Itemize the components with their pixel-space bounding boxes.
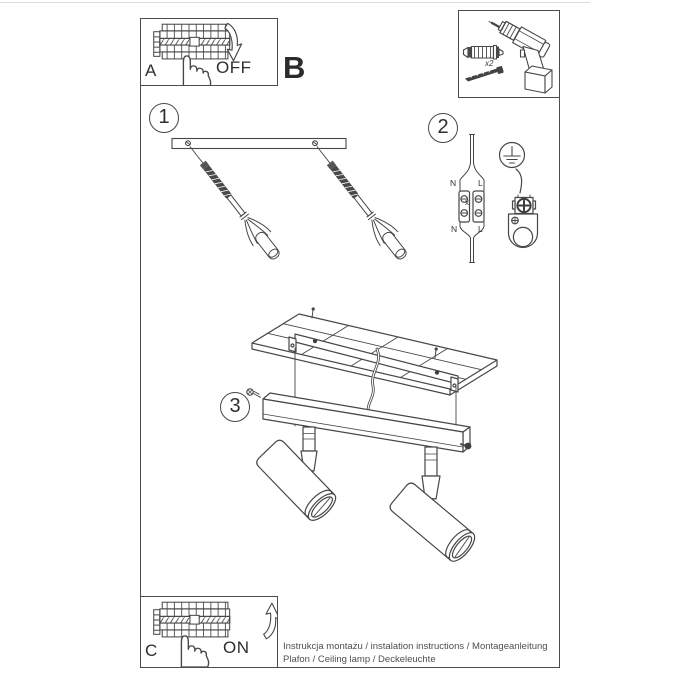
spotlight-left [255,427,340,525]
instructions-title: Instrukcja montażu / instalation instructions / Montageanleitung [283,641,548,652]
product-title: Plafon / Ceiling lamp / Deckeleuchte [283,653,436,665]
ceiling-panel [252,307,497,395]
power-off-label: OFF [216,58,252,77]
curved-arrow-up-icon [260,600,278,641]
anchor-quantity-label: x2 [485,59,494,68]
canopy-screw-left [247,389,261,398]
wall-plug-icon [464,46,504,60]
panel-c-box [140,596,278,668]
lamp-assembly-diagram [240,300,530,600]
screw-icon [465,66,504,82]
ground-clamp-icon [509,195,538,248]
earth-wire [516,169,522,193]
tools-box [458,10,560,98]
step-3-badge: 3 [220,392,250,422]
spotlight-right [388,447,479,565]
anchor-assembly-right [308,139,412,264]
tools-illustration [459,11,560,98]
panel-a-label: A [145,61,157,80]
wiring-diagram [440,128,565,268]
pointing-hand-icon [173,623,215,667]
step-2-badge: 2 [428,113,458,143]
wire-label-n-top: N [450,178,457,188]
wire-label-l-bottom: L [478,224,483,234]
power-on-label: ON [223,638,250,657]
pointing-hand-icon [175,43,217,86]
wire-label-n-bottom: N [451,224,458,234]
curved-arrow-down-icon [221,22,244,63]
terminal-block-icon [459,191,484,222]
panel-c-label: C [145,641,158,660]
step-1-badge: 1 [149,103,179,133]
mounting-bar-diagram [150,130,420,275]
earth-ground-icon [500,143,525,168]
wire-label-l-top: L [478,178,483,188]
page-top-edge [0,2,590,3]
footer [283,641,563,666]
connector-pair-mark: x [465,198,469,207]
anchor-assembly-left [181,139,285,264]
panel-a-box [140,18,278,86]
section-b-label: B [283,50,306,85]
